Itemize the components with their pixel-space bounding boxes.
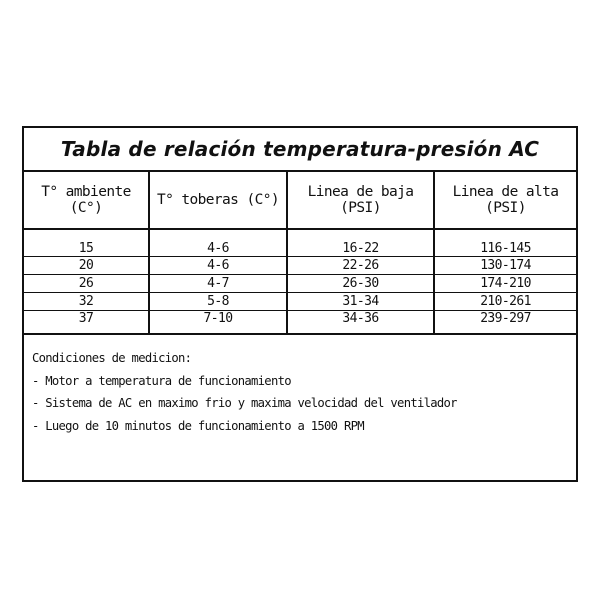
cell-low: 22-26 (287, 257, 434, 275)
cell-high: 239-297 (434, 311, 576, 335)
cell-high: 210-261 (434, 293, 576, 311)
cell-nozzle: 4-6 (149, 257, 287, 275)
cell-ambient: 37 (24, 311, 149, 335)
cell-ambient: 32 (24, 293, 149, 311)
cell-low: 16-22 (287, 229, 434, 257)
condition-item: - Motor a temperatura de funcionamiento (32, 373, 291, 388)
cell-nozzle: 4-7 (149, 275, 287, 293)
table-row (24, 293, 576, 311)
cell-nozzle: 5-8 (149, 293, 287, 311)
header-nozzle-temp: T° toberas (C°) (149, 172, 287, 229)
conditions-heading: Condiciones de medicion: (32, 351, 192, 365)
data-table (24, 172, 576, 335)
cell-low: 34-36 (287, 311, 434, 335)
measurement-conditions (24, 335, 576, 437)
cell-ambient: 15 (24, 229, 149, 257)
cell-high: 130-174 (434, 257, 576, 275)
header-high-line: Linea de alta (PSI) (434, 172, 576, 229)
cell-nozzle: 7-10 (149, 311, 287, 335)
header-row (24, 172, 576, 229)
table-row (24, 311, 576, 335)
table-row (24, 257, 576, 275)
cell-low: 26-30 (287, 275, 434, 293)
condition-item: - Sistema de AC en maximo frio y maxima velocidad del ventilador (32, 396, 457, 410)
header-low-line: Linea de baja (PSI) (287, 172, 434, 229)
table-row (24, 229, 576, 257)
table-title: Tabla de relación temperatura-presión AC (24, 128, 576, 172)
cell-nozzle: 4-6 (149, 229, 287, 257)
cell-high: 174-210 (434, 275, 576, 293)
pressure-temperature-table-card (22, 126, 578, 482)
cell-high: 116-145 (434, 229, 576, 257)
table-row (24, 275, 576, 293)
condition-item: - Luego de 10 minutos de funcionamiento a 1500 RPM (32, 418, 364, 433)
cell-low: 31-34 (287, 293, 434, 311)
cell-ambient: 26 (24, 275, 149, 293)
header-ambient-temp: T° ambiente (C°) (24, 172, 149, 229)
cell-ambient: 20 (24, 257, 149, 275)
